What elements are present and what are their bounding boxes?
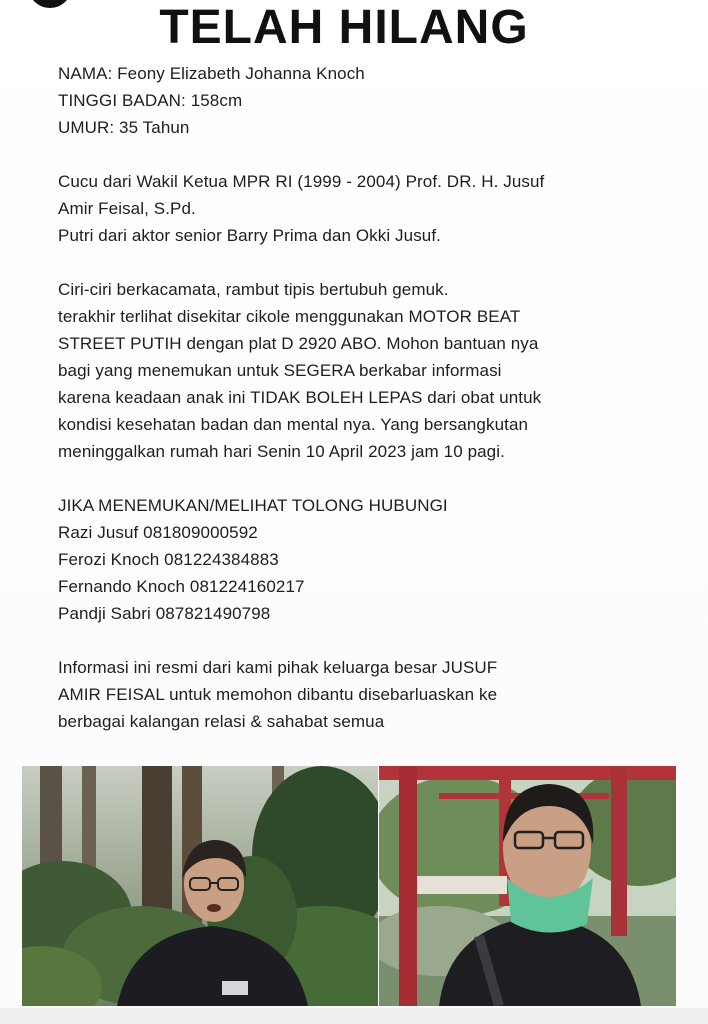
contact-line: Pandji Sabri 087821490798	[58, 604, 271, 623]
photo-pavilion	[379, 766, 676, 1006]
description-line: bagi yang menemukan untuk SEGERA berkabar informasi	[58, 361, 502, 380]
height-line: TINGGI BADAN: 158cm	[58, 91, 243, 110]
family-line: Putri dari aktor senior Barry Prima dan Okki Jusuf.	[58, 226, 442, 245]
family-line: Cucu dari Wakil Ketua MPR RI (1999 - 2004) Prof. DR. H. Jusuf	[58, 172, 545, 191]
description-line: terakhir terlihat disekitar cikole menggunakan MOTOR BEAT	[58, 307, 521, 326]
description-line: karena keadaan anak ini TIDAK BOLEH LEPAS dari obat untuk	[58, 388, 542, 407]
contact-heading: JIKA MENEMUKAN/MELIHAT TOLONG HUBUNGI	[58, 496, 448, 515]
bottom-band	[0, 1008, 708, 1024]
closing-line: berbagai kalangan relasi & sahabat semua	[58, 712, 385, 731]
description-line: Ciri-ciri berkacamata, rambut tipis bertubuh gemuk.	[58, 280, 449, 299]
poster-title: TELAH HILANG	[159, 1, 529, 54]
pavilion-photo-illustration	[379, 766, 676, 1006]
contact-line: Razi Jusuf 081809000592	[58, 523, 258, 542]
photo-forest	[22, 766, 378, 1006]
name-line: NAMA: Feony Elizabeth Johanna Knoch	[58, 64, 365, 83]
photo-strip	[22, 766, 676, 1006]
forest-photo-illustration	[22, 766, 378, 1006]
description-line: STREET PUTIH dengan plat D 2920 ABO. Mohon bantuan nya	[58, 334, 539, 353]
age-line: UMUR: 35 Tahun	[58, 118, 190, 137]
family-line: Amir Feisal, S.Pd.	[58, 199, 196, 218]
description-line: meninggalkan rumah hari Senin 10 April 2023 jam 10 pagi.	[58, 442, 505, 461]
closing-line: AMIR FEISAL untuk memohon dibantu disebarluaskan ke	[58, 685, 498, 704]
contact-line: Ferozi Knoch 081224384883	[58, 550, 279, 569]
closing-line: Informasi ini resmi dari kami pihak keluarga besar JUSUF	[58, 658, 498, 677]
description-line: kondisi kesehatan badan dan mental nya. Yang bersangkutan	[58, 415, 529, 434]
contact-line: Fernando Knoch 081224160217	[58, 577, 305, 596]
